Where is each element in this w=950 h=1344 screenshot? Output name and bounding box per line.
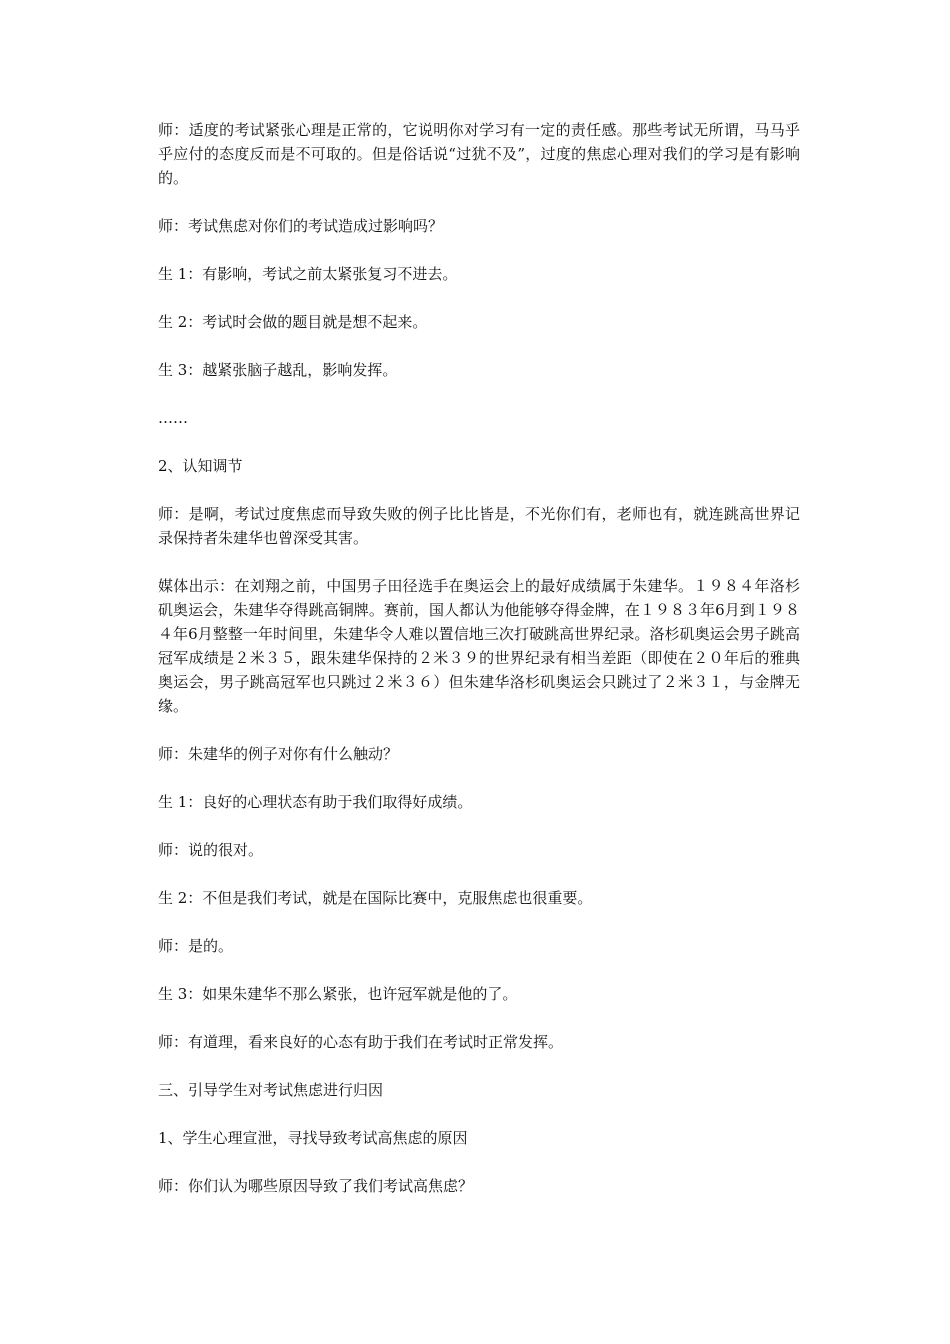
- subsection-heading-venting: 1、学生心理宣泄，寻找导致考试高焦虑的原因: [158, 1129, 468, 1147]
- paragraph-teacher-question-zhu: 师：朱建华的例子对你有什么触动？: [158, 745, 399, 763]
- paragraph-ellipsis: ……: [158, 409, 188, 427]
- paragraph-teacher-yes: 师：是的。: [158, 937, 234, 955]
- paragraph-student2-reply: 生 2：不但是我们考试，就是在国际比赛中，克服焦虑也很重要。: [158, 889, 593, 907]
- paragraph-teacher-examples: 师：是啊，考试过度焦虑而导致失败的例子比比皆是，不光你们有，老师也有，就连跳高世界记录保持者朱建华也曾深受其害。: [158, 505, 800, 547]
- paragraph-teacher-conclusion: 师：有道理，看来良好的心态有助于我们在考试时正常发挥。: [158, 1033, 564, 1051]
- paragraph-student1-answer: 生 1：有影响，考试之前太紧张复习不进去。: [158, 265, 458, 283]
- section-heading-cognitive-adjustment: 2、认知调节: [158, 457, 243, 475]
- document-body: [158, 118, 800, 1222]
- section-heading-attribution: 三、引导学生对考试焦虑进行归因: [158, 1081, 384, 1099]
- paragraph-teacher-question-impact: 师：考试焦虑对你们的考试造成过影响吗？: [158, 217, 444, 235]
- paragraph-teacher-agree: 师：说的很对。: [158, 841, 264, 859]
- paragraph-student2-answer: 生 2：考试时会做的题目就是想不起来。: [158, 313, 428, 331]
- paragraph-teacher-moderate-anxiety: 师：适度的考试紧张心理是正常的，它说明你对学习有一定的责任感。那些考试无所谓，马马乎乎应付的态度反而是不可取的。但是俗话说“过犹不及”，过度的焦虑心理对我们的学习是有影响的。: [158, 121, 800, 187]
- paragraph-student3-answer: 生 3：越紧张脑子越乱，影响发挥。: [158, 361, 398, 379]
- paragraph-student3-reply: 生 3：如果朱建华不那么紧张，也许冠军就是他的了。: [158, 985, 518, 1003]
- paragraph-teacher-question-causes: 师：你们认为哪些原因导致了我们考试高焦虑？: [158, 1177, 474, 1195]
- paragraph-student1-reply: 生 1：良好的心理状态有助于我们取得好成绩。: [158, 793, 473, 811]
- paragraph-media-display: 媒体出示：在刘翔之前，中国男子田径选手在奥运会上的最好成绩属于朱建华。１９８４年洛杉矶奥运会，朱建华夺得跳高铜牌。赛前，国人都认为他能够夺得金牌，在１９８３年6月到１９８４年6月整整一年时间里，朱建华令人难以置信地三次打破跳高世界纪录。洛杉矶奥运会男子跳高冠军成绩是２米３５，跟朱建华保持的２米３９的世界纪录有相当差距（即使在２０年后的雅典奥运会，男子跳高冠军也只跳过２米３６）但朱建华洛杉矶奥运会只跳过了２米３１，与金牌无缘。: [158, 577, 800, 715]
